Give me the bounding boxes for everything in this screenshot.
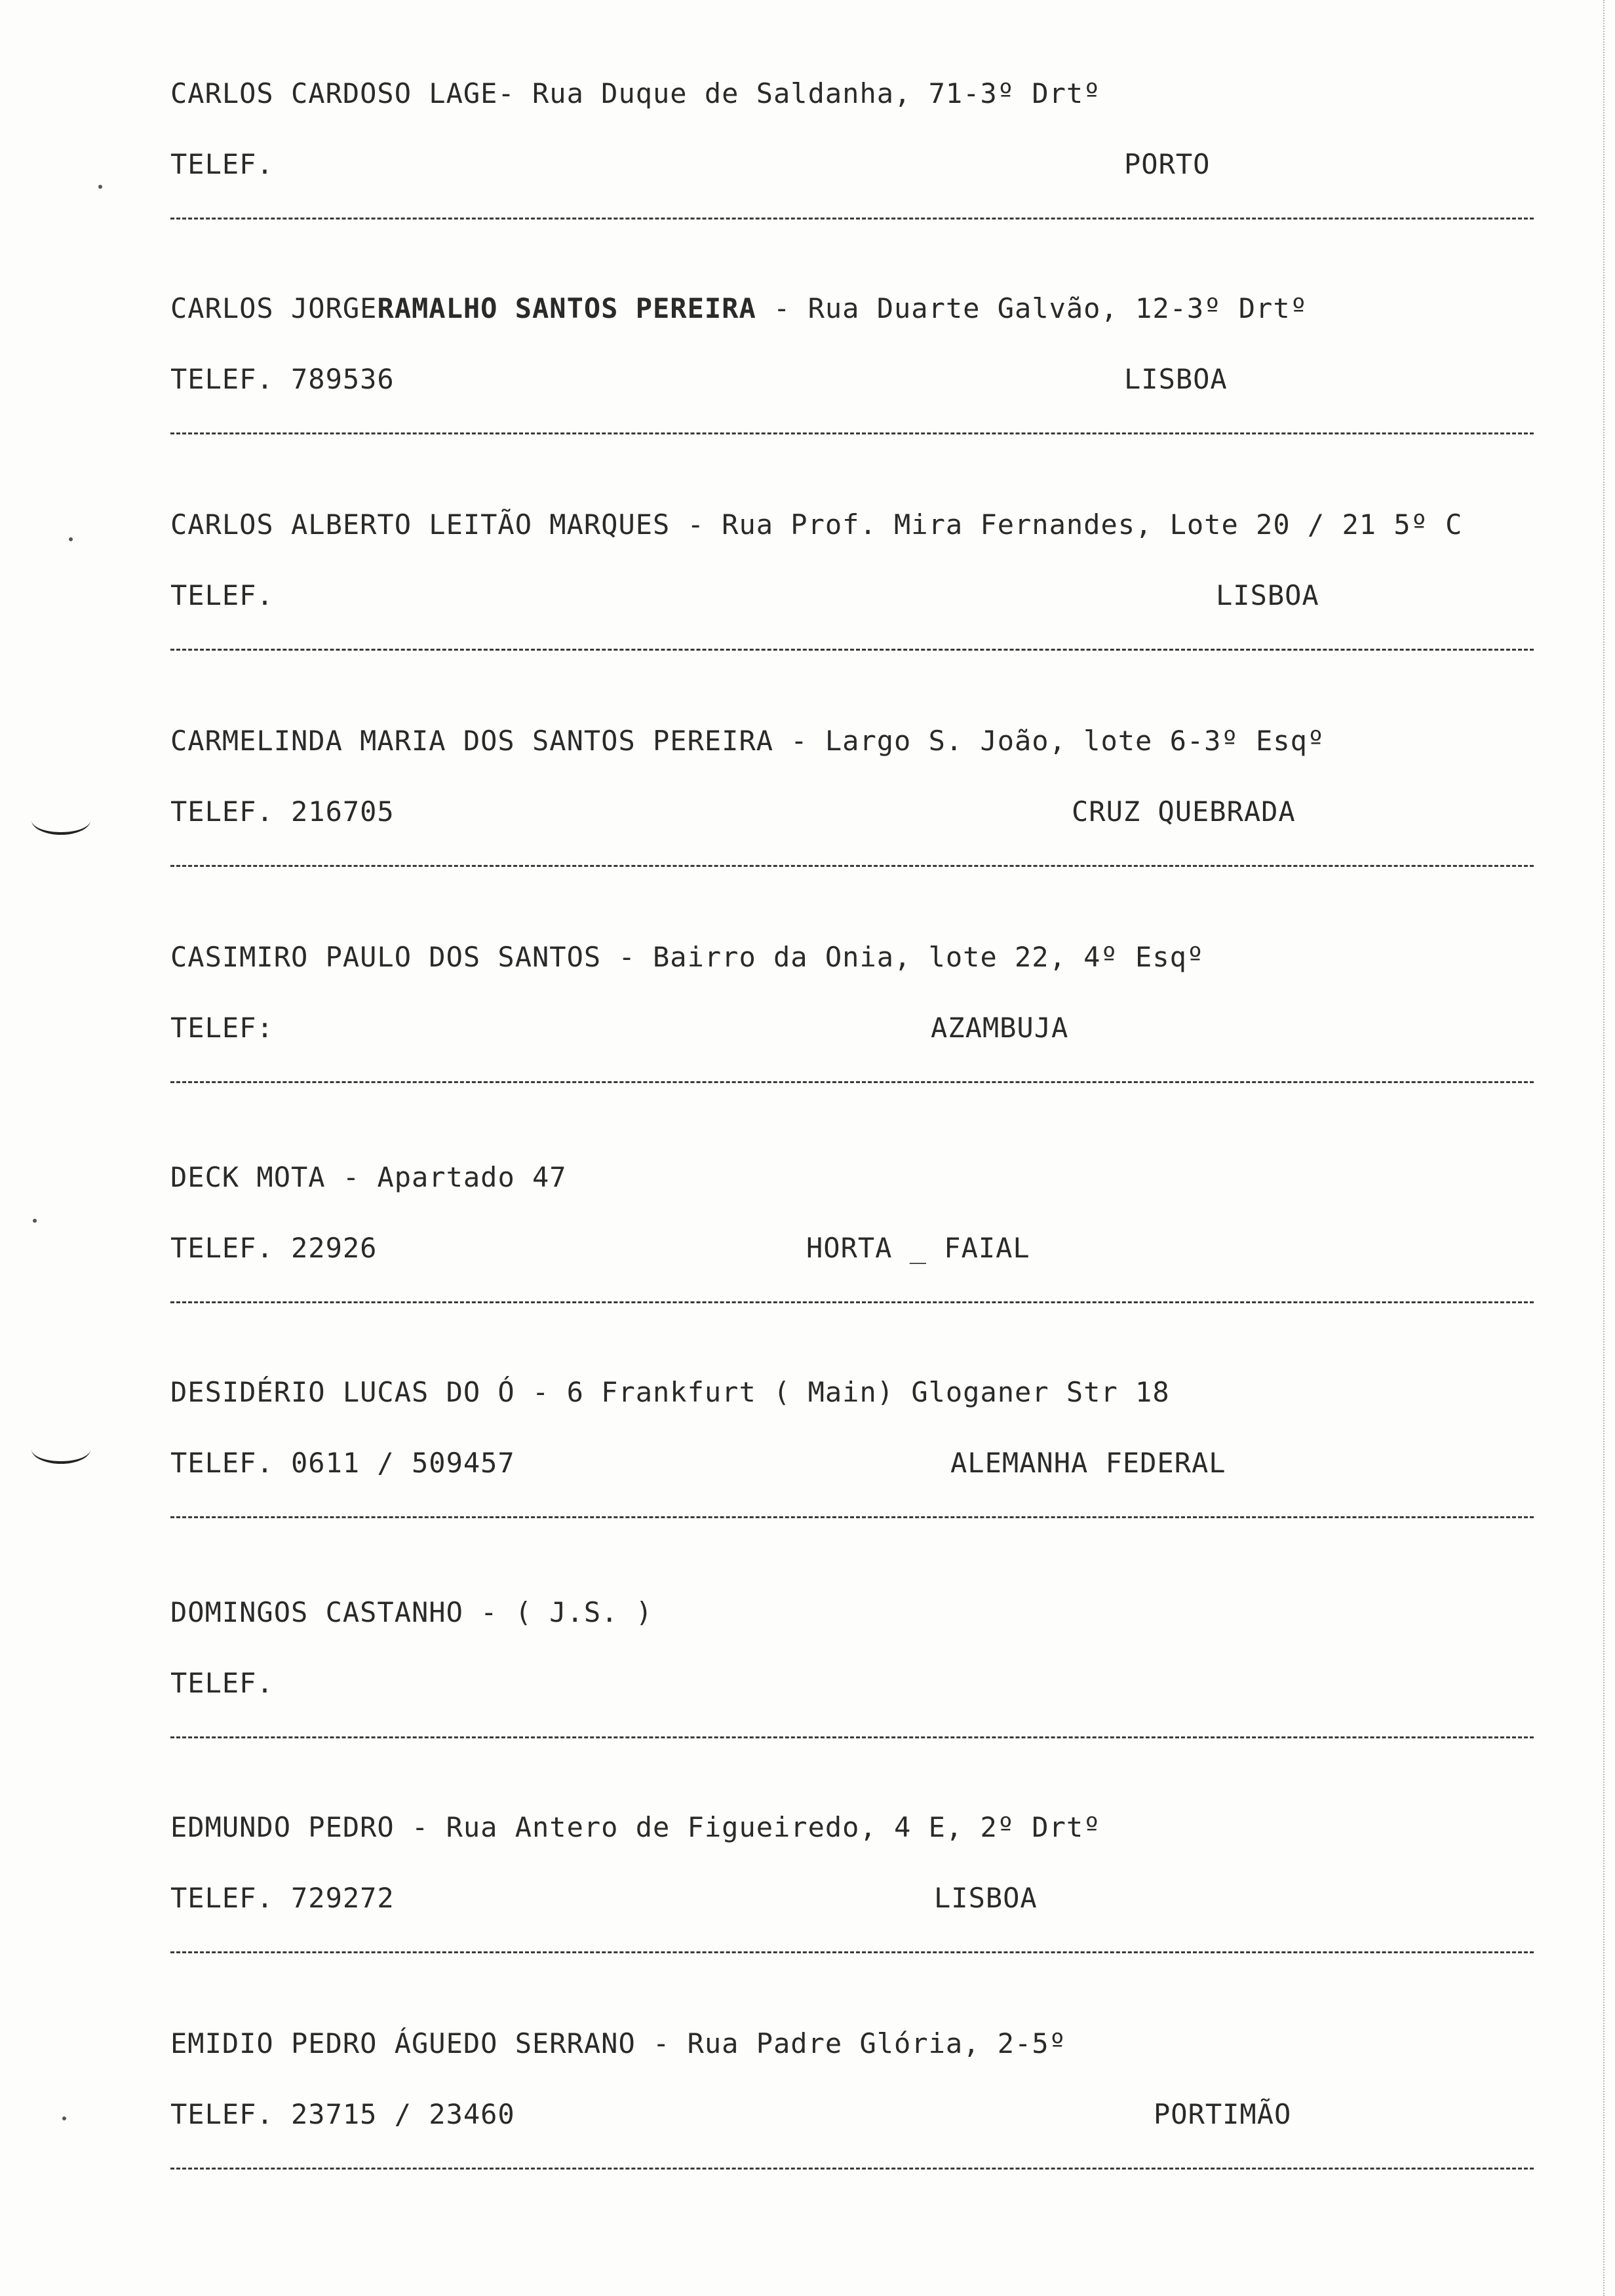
entry-name-address: [170, 1376, 1170, 1408]
entry-city: CRUZ QUEBRADA: [1072, 795, 1296, 828]
entry-name: CARLOS CARDOSO LAGE-: [170, 77, 533, 109]
pen-tick-mark: [31, 806, 90, 835]
entry-city: HORTA _ FAIAL: [806, 1232, 1030, 1264]
entry-city: PORTIMÃO: [1154, 2098, 1292, 2130]
scan-speck: [69, 537, 73, 541]
list-item: [170, 1596, 1534, 1812]
entry-telef: TELEF. 729272: [170, 1882, 395, 1914]
dashed-divider: [170, 1736, 1534, 1738]
list-item: [170, 725, 1534, 941]
entry-telef: TELEF:: [170, 1012, 274, 1044]
entry-telef: TELEF. 0611 / 509457: [170, 1447, 515, 1479]
list-item: [170, 1811, 1534, 2027]
entry-name: CARMELINDA MARIA DOS SANTOS PEREIRA -: [170, 725, 825, 757]
entry-city: LISBOA: [1216, 579, 1319, 611]
scan-speck: [62, 2116, 66, 2120]
entry-address: Rua Duque de Saldanha, 71-3º Drtº: [532, 77, 1101, 109]
entry-address: Rua Prof. Mira Fernandes, Lote 20 / 21 5º C: [722, 508, 1463, 541]
list-item: [170, 1161, 1534, 1377]
dashed-divider: [170, 1516, 1534, 1518]
entry-name-address: [170, 725, 1325, 757]
entry-address: 6 Frankfurt ( Main) Gloganer Str 18: [566, 1376, 1170, 1408]
entry-name: EDMUNDO PEDRO -: [170, 1811, 446, 1843]
entry-telef: TELEF.: [170, 579, 274, 611]
entry-name-address: [170, 2027, 1066, 2059]
entry-name-address: [170, 508, 1462, 541]
entry-name-address: [170, 77, 1100, 109]
entry-telef: TELEF.: [170, 148, 274, 180]
entry-name: DESIDÉRIO LUCAS DO Ó -: [170, 1376, 567, 1408]
entry-name-address: [170, 1161, 567, 1193]
dashed-divider: [170, 1951, 1534, 1953]
scan-speck: [33, 1219, 37, 1223]
scan-speck: [98, 185, 102, 189]
page-edge: [1603, 0, 1606, 2296]
entry-name-address: [170, 941, 1204, 973]
dashed-divider: [170, 218, 1534, 220]
entry-name: EMIDIO PEDRO ÁGUEDO SERRANO -: [170, 2027, 688, 2059]
dashed-divider: [170, 1301, 1534, 1303]
entry-name-address: [170, 1596, 653, 1628]
entry-address: ( J.S. ): [515, 1596, 653, 1628]
list-item: [170, 508, 1534, 725]
list-item: [170, 292, 1534, 508]
entry-city: ALEMANHA FEDERAL: [950, 1447, 1226, 1479]
entry-name-address: [170, 1811, 1100, 1843]
entry-telef: TELEF. 216705: [170, 795, 395, 828]
entry-city: LISBOA: [1124, 363, 1228, 395]
entry-city: LISBOA: [934, 1882, 1038, 1914]
list-item: [170, 2027, 1534, 2244]
list-item: [170, 941, 1534, 1157]
entry-telef: TELEF. 23715 / 23460: [170, 2098, 515, 2130]
entry-city: PORTO: [1124, 148, 1211, 180]
entry-city: AZAMBUJA: [931, 1012, 1069, 1044]
entry-telef: TELEF. 22926: [170, 1232, 378, 1264]
list-item: [170, 77, 1534, 294]
dashed-divider: [170, 2168, 1534, 2170]
entry-name: CARLOS JORGE: [170, 292, 378, 324]
dashed-divider: [170, 865, 1534, 867]
entry-telef: TELEF. 789536: [170, 363, 395, 395]
entry-address: - Rua Duarte Galvão, 12-3º Drtº: [756, 292, 1308, 324]
list-item: [170, 1376, 1534, 1592]
entry-name: CASIMIRO PAULO DOS SANTOS -: [170, 941, 653, 973]
pen-tick-mark: [31, 1435, 90, 1464]
entry-address: Largo S. João, lote 6-3º Esqº: [825, 725, 1325, 757]
entry-name: CARLOS ALBERTO LEITÃO MARQUES -: [170, 508, 722, 541]
entry-address: Rua Antero de Figueiredo, 4 E, 2º Drtº: [446, 1811, 1101, 1843]
entry-telef: TELEF.: [170, 1667, 274, 1699]
entry-address: Bairro da Onia, lote 22, 4º Esqº: [653, 941, 1205, 973]
entry-address: Apartado 47: [377, 1161, 567, 1193]
entry-name-address: [170, 292, 1308, 324]
dashed-divider: [170, 1081, 1534, 1083]
entry-name: DECK MOTA -: [170, 1161, 378, 1193]
entry-name-bold: RAMALHO SANTOS PEREIRA: [377, 292, 756, 324]
entry-address: Rua Padre Glória, 2-5º: [687, 2027, 1066, 2059]
entry-name: DOMINGOS CASTANHO -: [170, 1596, 515, 1628]
dashed-divider: [170, 432, 1534, 434]
dashed-divider: [170, 649, 1534, 651]
